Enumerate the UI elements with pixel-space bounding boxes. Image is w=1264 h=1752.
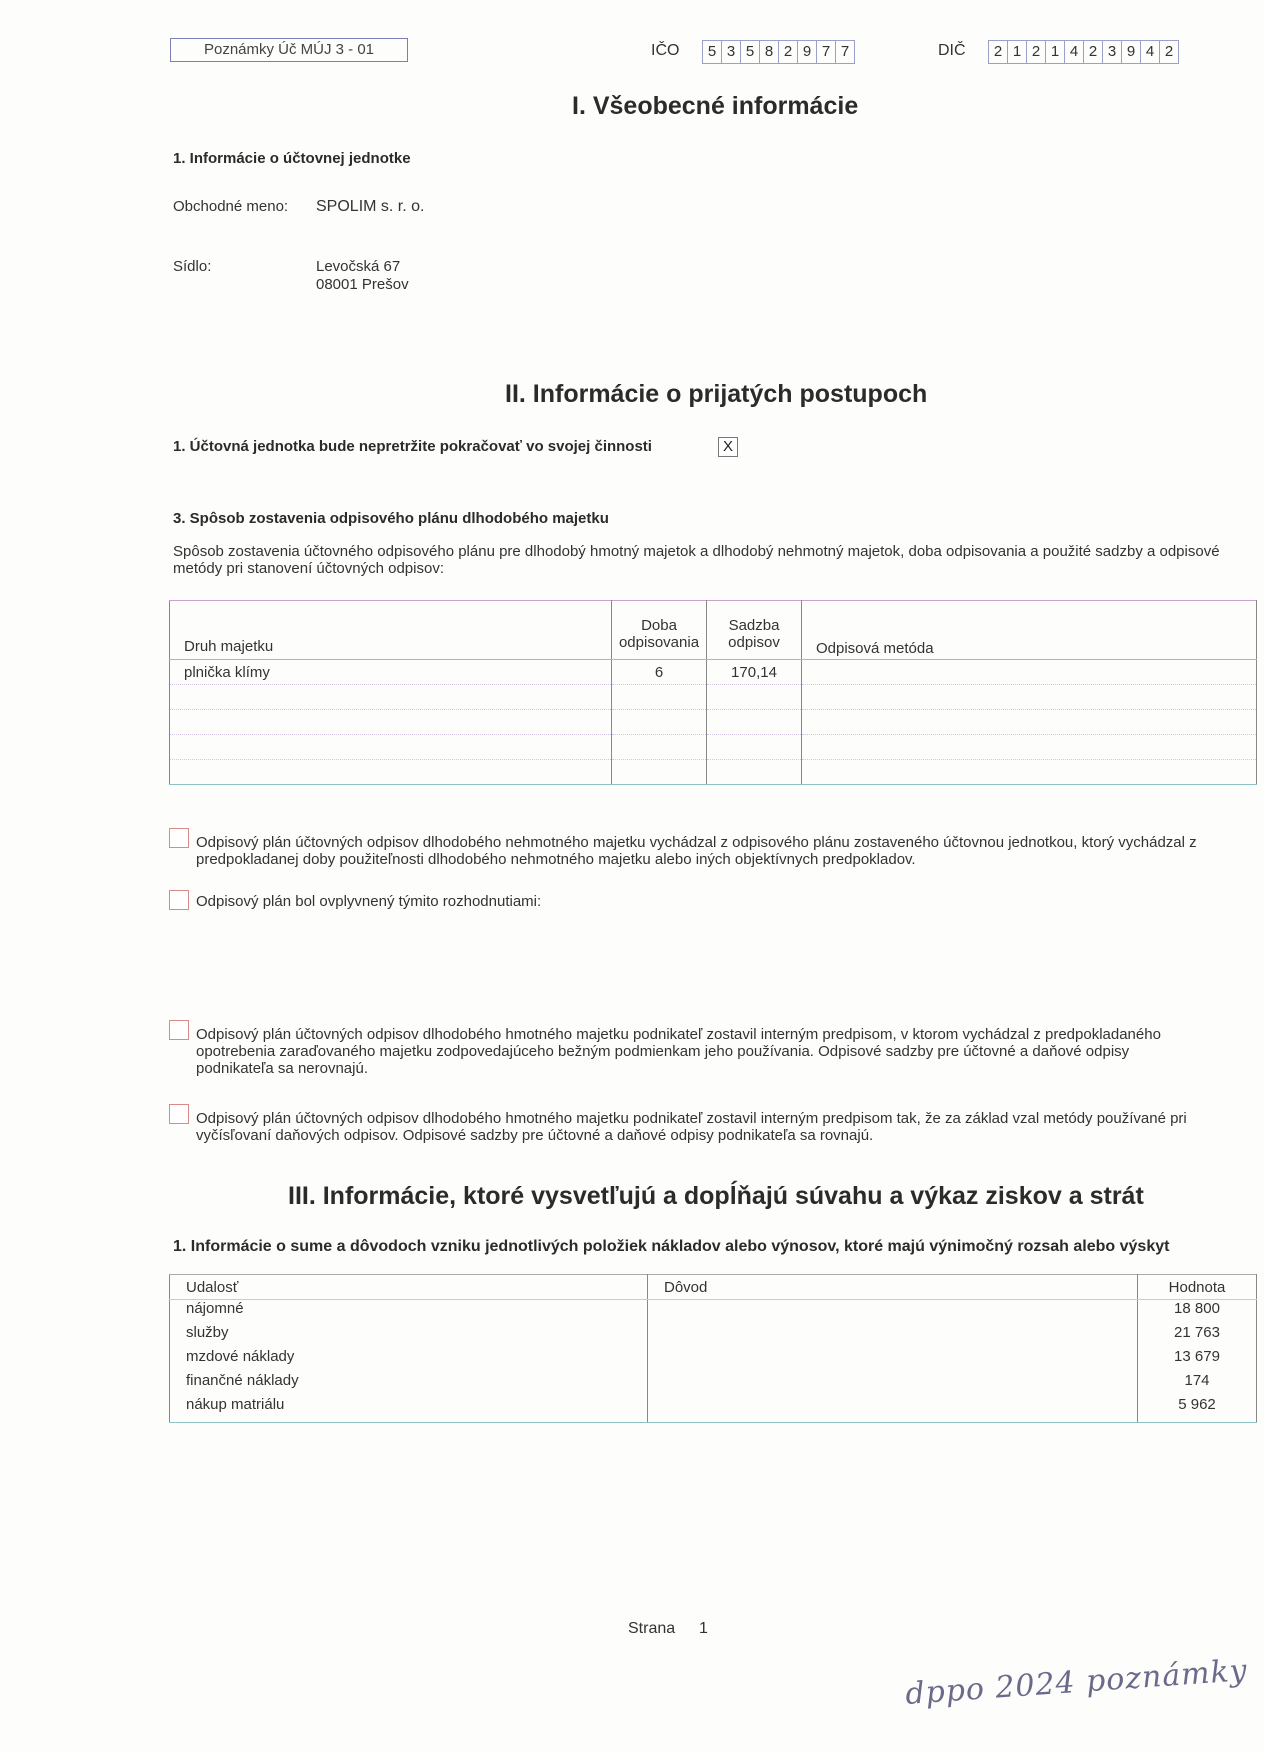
cell-asset — [170, 710, 612, 735]
table-row — [170, 1348, 1257, 1372]
cell-rate — [707, 735, 802, 760]
cell-asset — [170, 760, 612, 785]
ico-digit: 3 — [722, 41, 741, 63]
ico-digit: 8 — [760, 41, 779, 63]
cell-asset: plnička klímy — [170, 660, 612, 685]
option-checkbox-2[interactable] — [169, 890, 189, 910]
cell-period: 6 — [612, 660, 707, 685]
cell-value: 174 — [1138, 1372, 1257, 1396]
cell-event: mzdové náklady — [170, 1348, 648, 1372]
table-row — [170, 710, 1257, 735]
option-text-2: Odpisový plán bol ovplyvnený týmito rozhodnutiami: — [196, 893, 542, 910]
page-number: 1 — [699, 1620, 708, 1637]
col-value: Hodnota — [1138, 1275, 1257, 1300]
col-period: Doba odpisovania — [612, 601, 707, 660]
dic-digit: 2 — [1084, 41, 1103, 63]
cell-method — [802, 735, 1257, 760]
cell-asset — [170, 685, 612, 710]
dic-digit: 2 — [1027, 41, 1046, 63]
cell-method — [802, 760, 1257, 785]
dic-digit: 2 — [1164, 43, 1174, 60]
company-name-value: SPOLIM s. r. o. — [316, 198, 425, 215]
table-row — [170, 1300, 1257, 1325]
section-1-title: I. Všeobecné informácie — [572, 92, 859, 120]
continuity-statement: 1. Účtovná jednotka bude nepretržite pokračovať vo svojej činnosti — [173, 438, 652, 455]
option-text-3: Odpisový plán účtovných odpisov dlhodobého hmotného majetku podnikateľ zostavil interným predpisom, v ktorom vychádzal z predpokladaného opotrebenia zaraďovaného majetku zodpovedajúceho bežným podmienkam jeho používania. Odpisové sadzby pre účtovné a daňové odpisy podnikateľa sa nerovnajú. — [196, 1026, 1161, 1077]
ico-digit: 9 — [798, 41, 817, 63]
seat-label: Sídlo: — [173, 258, 212, 275]
option-checkbox-3[interactable] — [169, 1020, 189, 1040]
depreciation-plan-intro: Spôsob zostavenia účtovného odpisového plánu pre dlhodobý hmotný majetok a dlhodobý nehmotný majetok, doba odpisovania a použité sadzby a odpisové metódy pri stanovení účtovných odpisov: — [173, 543, 1220, 577]
form-id-box: Poznámky Úč MÚJ 3 - 01 — [170, 38, 408, 62]
option-text-4: Odpisový plán účtovných odpisov dlhodobého hmotného majetku podnikateľ zostavil interným predpisom tak, že za základ vzal metódy používané pri vyčísľovaní daňových odpisov. Odpisové sadzby pre účtovné a daňové odpisy podnikateľa sa rovnajú. — [196, 1110, 1187, 1144]
cell-value: 13 679 — [1138, 1348, 1257, 1372]
ico-digit: 5 — [741, 41, 760, 63]
cell-method — [802, 710, 1257, 735]
table-row — [170, 735, 1257, 760]
cell-rate — [707, 710, 802, 735]
section-3-title: III. Informácie, ktoré vysvetľujú a dopĺňajú súvahu a výkaz ziskov a strát — [288, 1182, 1144, 1210]
table-row — [170, 1372, 1257, 1396]
cell-asset — [170, 735, 612, 760]
dic-digits — [988, 40, 1179, 64]
cell-period — [612, 760, 707, 785]
handwritten-note: dppo 2024 poznámky — [904, 1653, 1249, 1712]
table-row — [170, 685, 1257, 710]
ico-digit: 5 — [703, 41, 722, 63]
dic-digit: 3 — [1103, 41, 1122, 63]
ico-label: IČO — [651, 42, 680, 59]
table-row — [170, 1396, 1257, 1423]
dic-digit: 9 — [1122, 41, 1141, 63]
cell-event: nájomné — [170, 1300, 648, 1325]
cell-reason — [648, 1348, 1138, 1372]
cell-value: 5 962 — [1138, 1396, 1257, 1423]
company-name-label: Obchodné meno: — [173, 198, 289, 215]
cell-reason — [648, 1372, 1138, 1396]
cell-method — [802, 685, 1257, 710]
option-text-1: Odpisový plán účtovných odpisov dlhodobého nehmotného majetku vychádzal z odpisového plánu zostaveného účtovnou jednotkou, ktorý vychádzal z predpokladanej doby použiteľnosti dlhodobého nehmotného majetku alebo iných objektívnych predpokladov. — [196, 834, 1197, 868]
cell-method — [802, 660, 1257, 685]
option-checkbox-1[interactable] — [169, 828, 189, 848]
seat-address-line2: 08001 Prešov — [316, 276, 409, 293]
depreciation-table — [169, 600, 1257, 785]
seat-address-line1: Levočská 67 — [316, 258, 401, 275]
dic-digit: 2 — [989, 41, 1008, 63]
depreciation-plan-heading: 3. Spôsob zostavenia odpisového plánu dlhodobého majetku — [173, 510, 609, 527]
table-row — [170, 1324, 1257, 1348]
cell-period — [612, 735, 707, 760]
ico-digit: 7 — [840, 43, 850, 60]
col-rate: Sadzba odpisov — [707, 601, 802, 660]
section-2-title: II. Informácie o prijatých postupoch — [505, 380, 928, 408]
cell-rate: 170,14 — [707, 660, 802, 685]
cell-reason — [648, 1300, 1138, 1325]
exceptional-items-table — [169, 1274, 1257, 1423]
cell-value: 21 763 — [1138, 1324, 1257, 1348]
section-3-subheading: 1. Informácie o sume a dôvodoch vzniku jednotlivých položiek nákladov alebo výnosov, ktoré majú výnimočný rozsah alebo výskyt — [173, 1238, 1170, 1255]
option-checkbox-4[interactable] — [169, 1104, 189, 1124]
cell-reason — [648, 1396, 1138, 1423]
cell-event: finančné náklady — [170, 1372, 648, 1396]
dic-label: DIČ — [938, 42, 966, 59]
continuity-checkbox[interactable]: X — [718, 437, 738, 457]
section-1-subheading: 1. Informácie o účtovnej jednotke — [173, 150, 411, 167]
ico-digits — [702, 40, 855, 64]
cell-event: nákup matriálu — [170, 1396, 648, 1423]
col-reason: Dôvod — [648, 1275, 1138, 1300]
col-method: Odpisová metóda — [802, 601, 1257, 660]
table-row — [170, 760, 1257, 785]
cell-reason — [648, 1324, 1138, 1348]
cell-rate — [707, 760, 802, 785]
dic-digit: 4 — [1065, 41, 1084, 63]
cell-event: služby — [170, 1324, 648, 1348]
col-asset-type: Druh majetku — [170, 601, 612, 660]
ico-digit: 7 — [817, 41, 836, 63]
page-label: Strana — [628, 1620, 676, 1637]
cell-value: 18 800 — [1138, 1300, 1257, 1325]
cell-period — [612, 685, 707, 710]
table-row — [170, 660, 1257, 685]
dic-digit: 4 — [1141, 41, 1160, 63]
cell-rate — [707, 685, 802, 710]
cell-period — [612, 710, 707, 735]
dic-digit: 1 — [1008, 41, 1027, 63]
col-event: Udalosť — [170, 1275, 648, 1300]
dic-digit: 1 — [1046, 41, 1065, 63]
ico-digit: 2 — [779, 41, 798, 63]
